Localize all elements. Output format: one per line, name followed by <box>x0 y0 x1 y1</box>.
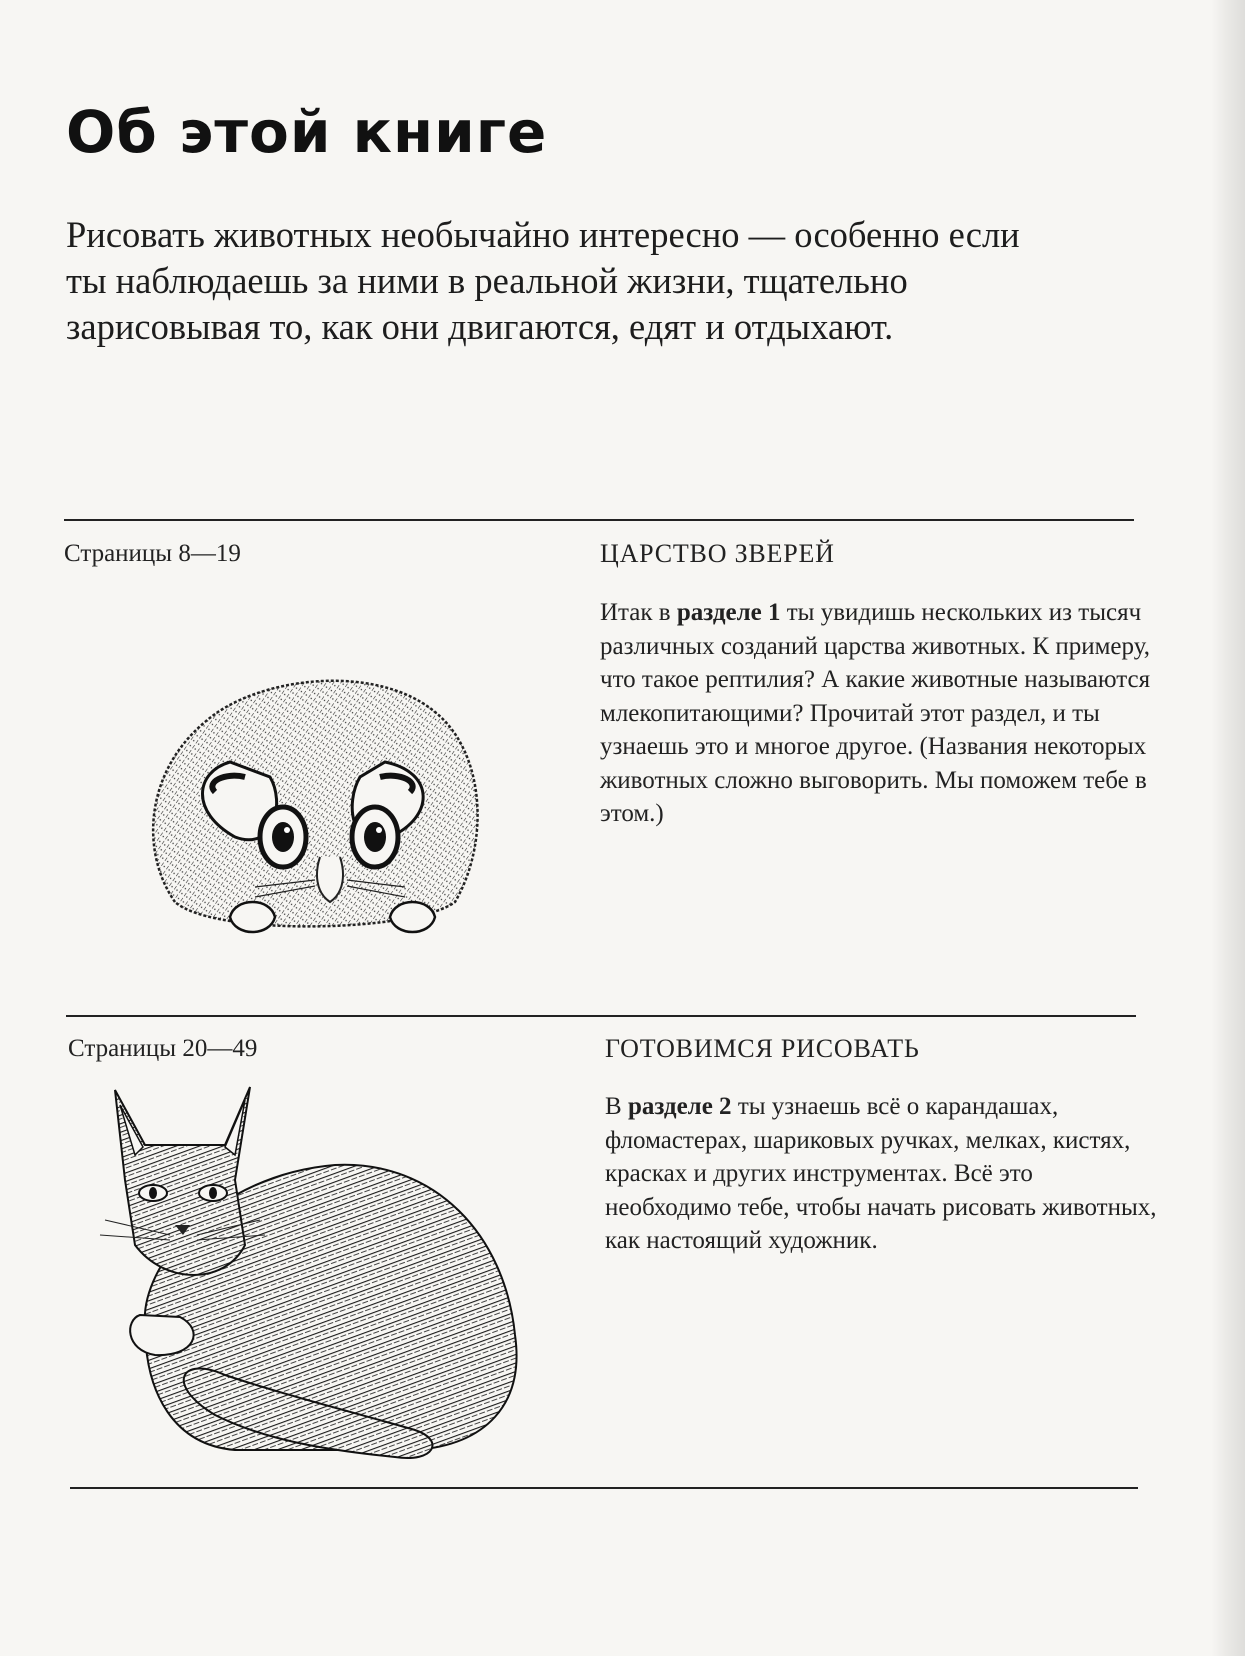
section-2-text-start: В <box>605 1093 628 1120</box>
divider-bottom <box>70 1487 1138 1489</box>
page-edge-shadow <box>1211 0 1245 1656</box>
section-1-text-bold: разделе 1 <box>676 599 781 626</box>
section-2-text-rest: ты узнаешь всё о карандашах, фломастерах, шариковых ручках, мелках, кистях, красках и других инструментах. Всё это необходимо тебе, чтобы начать рисовать животных, как настоящий художник. <box>605 1093 1157 1254</box>
section-1-text-start: Итак в <box>600 599 677 626</box>
cat-illustration <box>85 1085 535 1470</box>
section-2-heading: ГОТОВИМСЯ РИСОВАТЬ <box>605 1034 920 1063</box>
divider-middle <box>66 1015 1136 1017</box>
intro-paragraph: Рисовать животных необычайно интересно — особенно если ты наблюдаешь за ними в реальной жизни, тщательно зарисовывая то, как они двигаются, едят и отдыхают. <box>66 214 1020 347</box>
section-1-heading: ЦАРСТВО ЗВЕРЕЙ <box>600 539 835 568</box>
section-1-text <box>600 596 1160 831</box>
section-2-text <box>605 1090 1165 1258</box>
section-1-text-rest: ты увидишь нескольких из тысяч различных созданий царства животных. К примеру, что такое рептилия? А какие животные называются млекопитающими? Прочитай этот раздел, и ты узнаешь это и многое другое. (Названия некоторых животных сложно выговорить. Мы поможем тебе в этом.) <box>600 599 1151 827</box>
section-2-pages: Страницы 20—49 <box>68 1035 258 1062</box>
possum-illustration <box>135 652 495 952</box>
page-title: Об этой книге <box>66 98 548 166</box>
divider-top <box>64 519 1134 521</box>
section-2-text-bold: разделе 2 <box>627 1093 732 1120</box>
section-1-pages: Страницы 8—19 <box>64 540 241 567</box>
